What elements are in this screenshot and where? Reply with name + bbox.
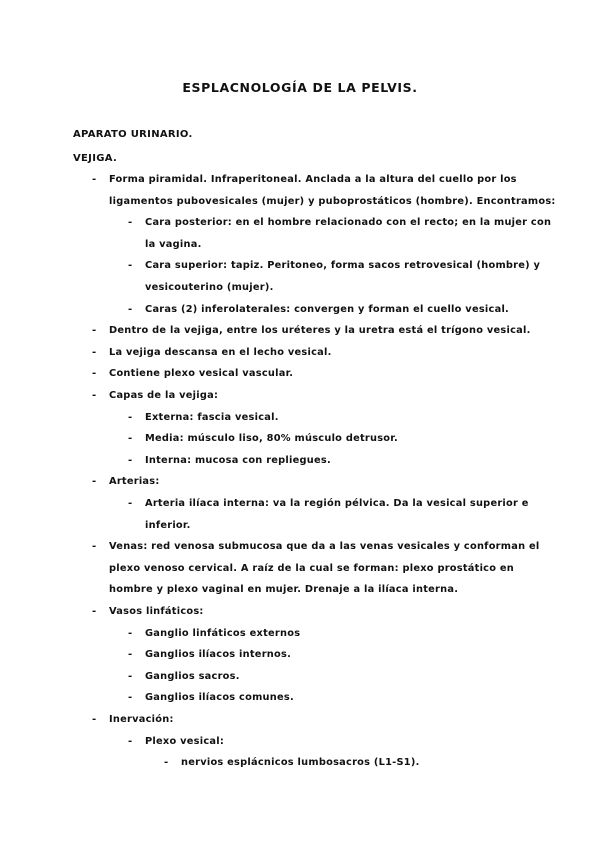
list-item-line: vesicouterino (mujer). (145, 282, 274, 293)
bullet-dash: - (128, 670, 133, 682)
bullet-dash: - (92, 346, 97, 358)
list-item-line: Inervación: (109, 714, 174, 725)
bullet-dash: - (92, 390, 97, 401)
list-item-line: Cara superior: tapiz. Peritoneo, forma sacos retrovesical (hombre) y (145, 260, 541, 272)
list-item-line: la vagina. (145, 238, 202, 250)
list-item-line: Contiene plexo vesical vascular. (109, 368, 294, 380)
list-item-line: La vejiga descansa en el lecho vesical. (109, 346, 332, 358)
list-item-line: ligamentos pubovesicales (mujer) y puboprostáticos (hombre). Encontramos: (109, 195, 556, 207)
list-item-line: Interna: mucosa con repliegues. (145, 454, 331, 466)
bullet-dash: - (92, 541, 97, 553)
subsection-heading: VEJIGA. (73, 153, 118, 164)
bullet-dash: - (128, 217, 133, 229)
list-item-line: Cara posterior: en el hombre relacionado con el recto; en la mujer con (145, 217, 552, 229)
list-item-line: Ganglios ilíacos comunes. (145, 692, 294, 704)
bullet-dash: - (128, 692, 133, 704)
list-item-line: plexo venoso cervical. A raíz de la cual se forman: plexo prostático en (109, 562, 515, 574)
bullet-dash: - (92, 368, 97, 380)
bullet-dash: - (128, 649, 133, 661)
list-item-line: Forma piramidal. Infraperitoneal. Anclada a la altura del cuello por los (109, 174, 517, 185)
section-heading: APARATO URINARIO. (73, 129, 193, 140)
list-item-line: inferior. (145, 519, 191, 531)
page-title: ESPLACNOLOGÍA DE LA PELVIS. (182, 80, 418, 95)
list-item-line: Dentro de la vejiga, entre los uréteres y la uretra está el trígono vesical. (109, 325, 531, 337)
list-item-line: Arterias: (109, 476, 160, 488)
list-item-line: Venas: red venosa submucosa que da a las venas vesicales y conforman el (109, 541, 540, 553)
list-item-line: Ganglios sacros. (145, 670, 240, 682)
bullet-dash: - (128, 735, 133, 747)
bullet-dash: - (128, 454, 133, 466)
list-item-line: Plexo vesical: (145, 735, 225, 747)
bullet-dash: - (128, 260, 133, 272)
list-item-line: Arteria ilíaca interna: va la región pélvica. Da la vesical superior e (145, 498, 529, 509)
bullet-dash: - (128, 411, 133, 423)
bullet-dash: - (164, 757, 169, 769)
bullet-dash: - (128, 433, 133, 445)
list-item-line: Caras (2) inferolaterales: convergen y forman el cuello vesical. (145, 303, 510, 315)
list-item-line: hombre y plexo vaginal en mujer. Drenaje a la ilíaca interna. (109, 584, 459, 596)
bullet-dash: - (128, 303, 133, 315)
list-item-line: Vasos linfáticos: (109, 606, 204, 617)
list-item-line: Capas de la vejiga: (109, 390, 219, 401)
bullet-dash: - (128, 498, 133, 509)
bullet-dash: - (92, 174, 97, 185)
bullet-dash: - (92, 476, 97, 488)
bullet-dash: - (92, 606, 97, 617)
list-item-line: nervios esplácnicos lumbosacros (L1-S1). (181, 757, 420, 769)
list-item-line: Ganglio linfáticos externos (145, 627, 301, 639)
bullet-dash: - (92, 325, 97, 337)
bullet-dash: - (128, 627, 133, 639)
list-item-line: Ganglios ilíacos internos. (145, 649, 292, 661)
bullet-dash: - (92, 714, 97, 725)
list-item-line: Media: músculo liso, 80% músculo detrusor. (145, 433, 398, 445)
list-item-line: Externa: fascia vesical. (145, 411, 279, 423)
